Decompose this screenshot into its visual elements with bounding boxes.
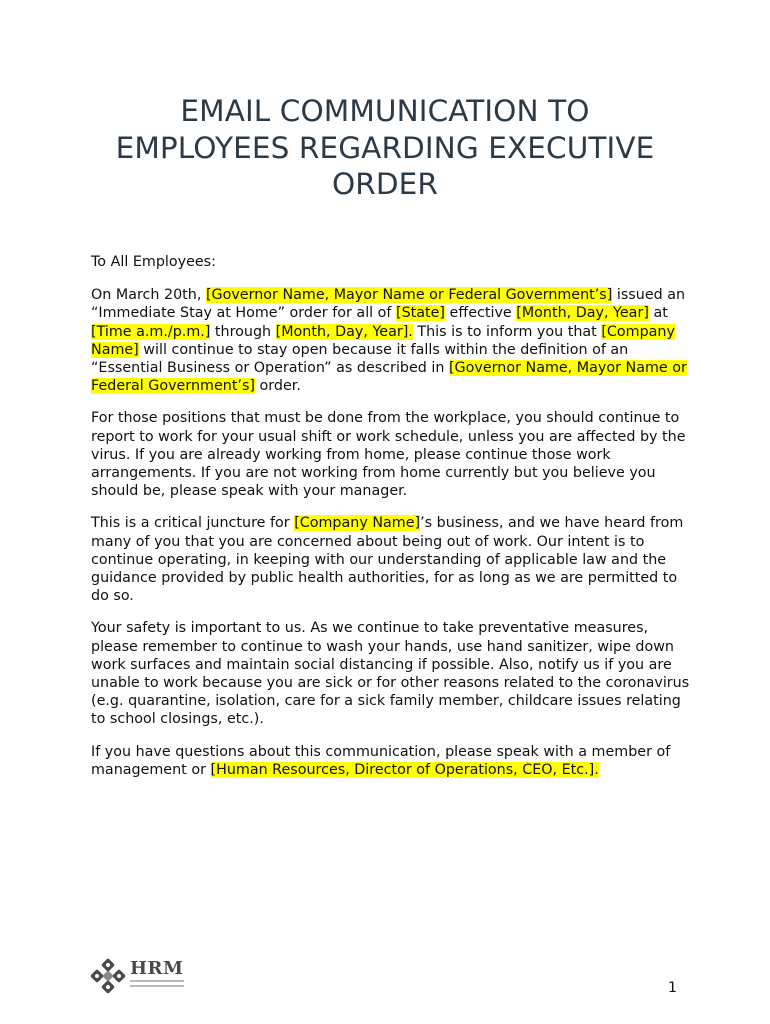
paragraph-3: [91, 514, 691, 605]
paragraph-5: [91, 743, 691, 779]
p1-text-8: order.: [255, 378, 301, 395]
hrm-logo-icon: [90, 958, 126, 994]
hrm-logo: [90, 958, 186, 996]
logo-text: HRM: [130, 958, 184, 979]
placeholder-state: [State]: [396, 305, 446, 322]
document-title: [70, 93, 700, 203]
placeholder-company-name-1: [Company Name]: [91, 323, 675, 358]
placeholder-government-1: [Governor Name, Mayor Name or Federal Government’s]: [205, 287, 613, 304]
title-line-3: ORDER: [331, 167, 439, 201]
p1-text-6: This is to inform you that: [412, 323, 602, 340]
document-body: [91, 253, 691, 793]
placeholder-government-2: [Governor Name, Mayor Name or Federal Government’s]: [91, 360, 687, 395]
p3-text-2: ’s business, and we have heard from many of you that you are concerned about being out of work. Our intent is to continue operating, in keeping with our understanding of applicable law and the guidance provided by public health authorities, for as long as we are permitted to do so.: [91, 515, 684, 605]
paragraph-1: [91, 286, 691, 395]
placeholder-time: [Time a.m./p.m.]: [91, 323, 211, 340]
p3-text-1: This is a critical juncture for: [91, 515, 295, 532]
logo-tagline-graphic: [130, 980, 184, 992]
placeholder-effective-date: [Month, Day, Year]: [516, 305, 649, 322]
p5-text-1: If you have questions about this communication, please speak with a member of management or: [91, 743, 671, 778]
paragraph-2: For those positions that must be done from the workplace, you should continue to report to work for your usual shift or work schedule, unless you are affected by the virus. If you are already working from home, please continue those work arrangements. If you are not working from home currently but you believe you should be, please speak with your manager.: [91, 410, 686, 500]
title-line-2: EMPLOYEES REGARDING EXECUTIVE: [115, 130, 655, 165]
page-number: 1: [668, 980, 677, 996]
p1-text-7: will continue to stay open because it falls within the definition of an “Essential Business or Operation” as described in: [91, 341, 629, 377]
salutation: To All Employees:: [91, 254, 216, 270]
placeholder-company-name-2: [Company Name]: [294, 515, 421, 532]
title-line-1: EMAIL COMMUNICATION TO: [180, 94, 590, 128]
p1-text-2: issued an “Immediate Stay at Home” order for all of: [91, 287, 686, 322]
placeholder-contact: [Human Resources, Director of Operations, CEO, Etc.].: [210, 761, 599, 778]
placeholder-end-date: [Month, Day, Year].: [275, 323, 413, 340]
p1-text-4: at: [648, 305, 668, 322]
p1-text-3: effective: [445, 305, 517, 322]
paragraph-4: Your safety is important to us. As we continue to take preventative measures, please remember to continue to wash your hands, use hand sanitizer, wipe down work surfaces and maintain social distancing if possible. Also, notify us if you are unable to work because you are sick or for other reasons related to the coronavirus (e.g. quarantine, isolation, care for a sick family member, childcare issues relating to school closings, etc.).: [91, 620, 690, 728]
p1-text-5: through: [210, 323, 276, 340]
p1-text-1: On March 20th,: [91, 287, 206, 304]
